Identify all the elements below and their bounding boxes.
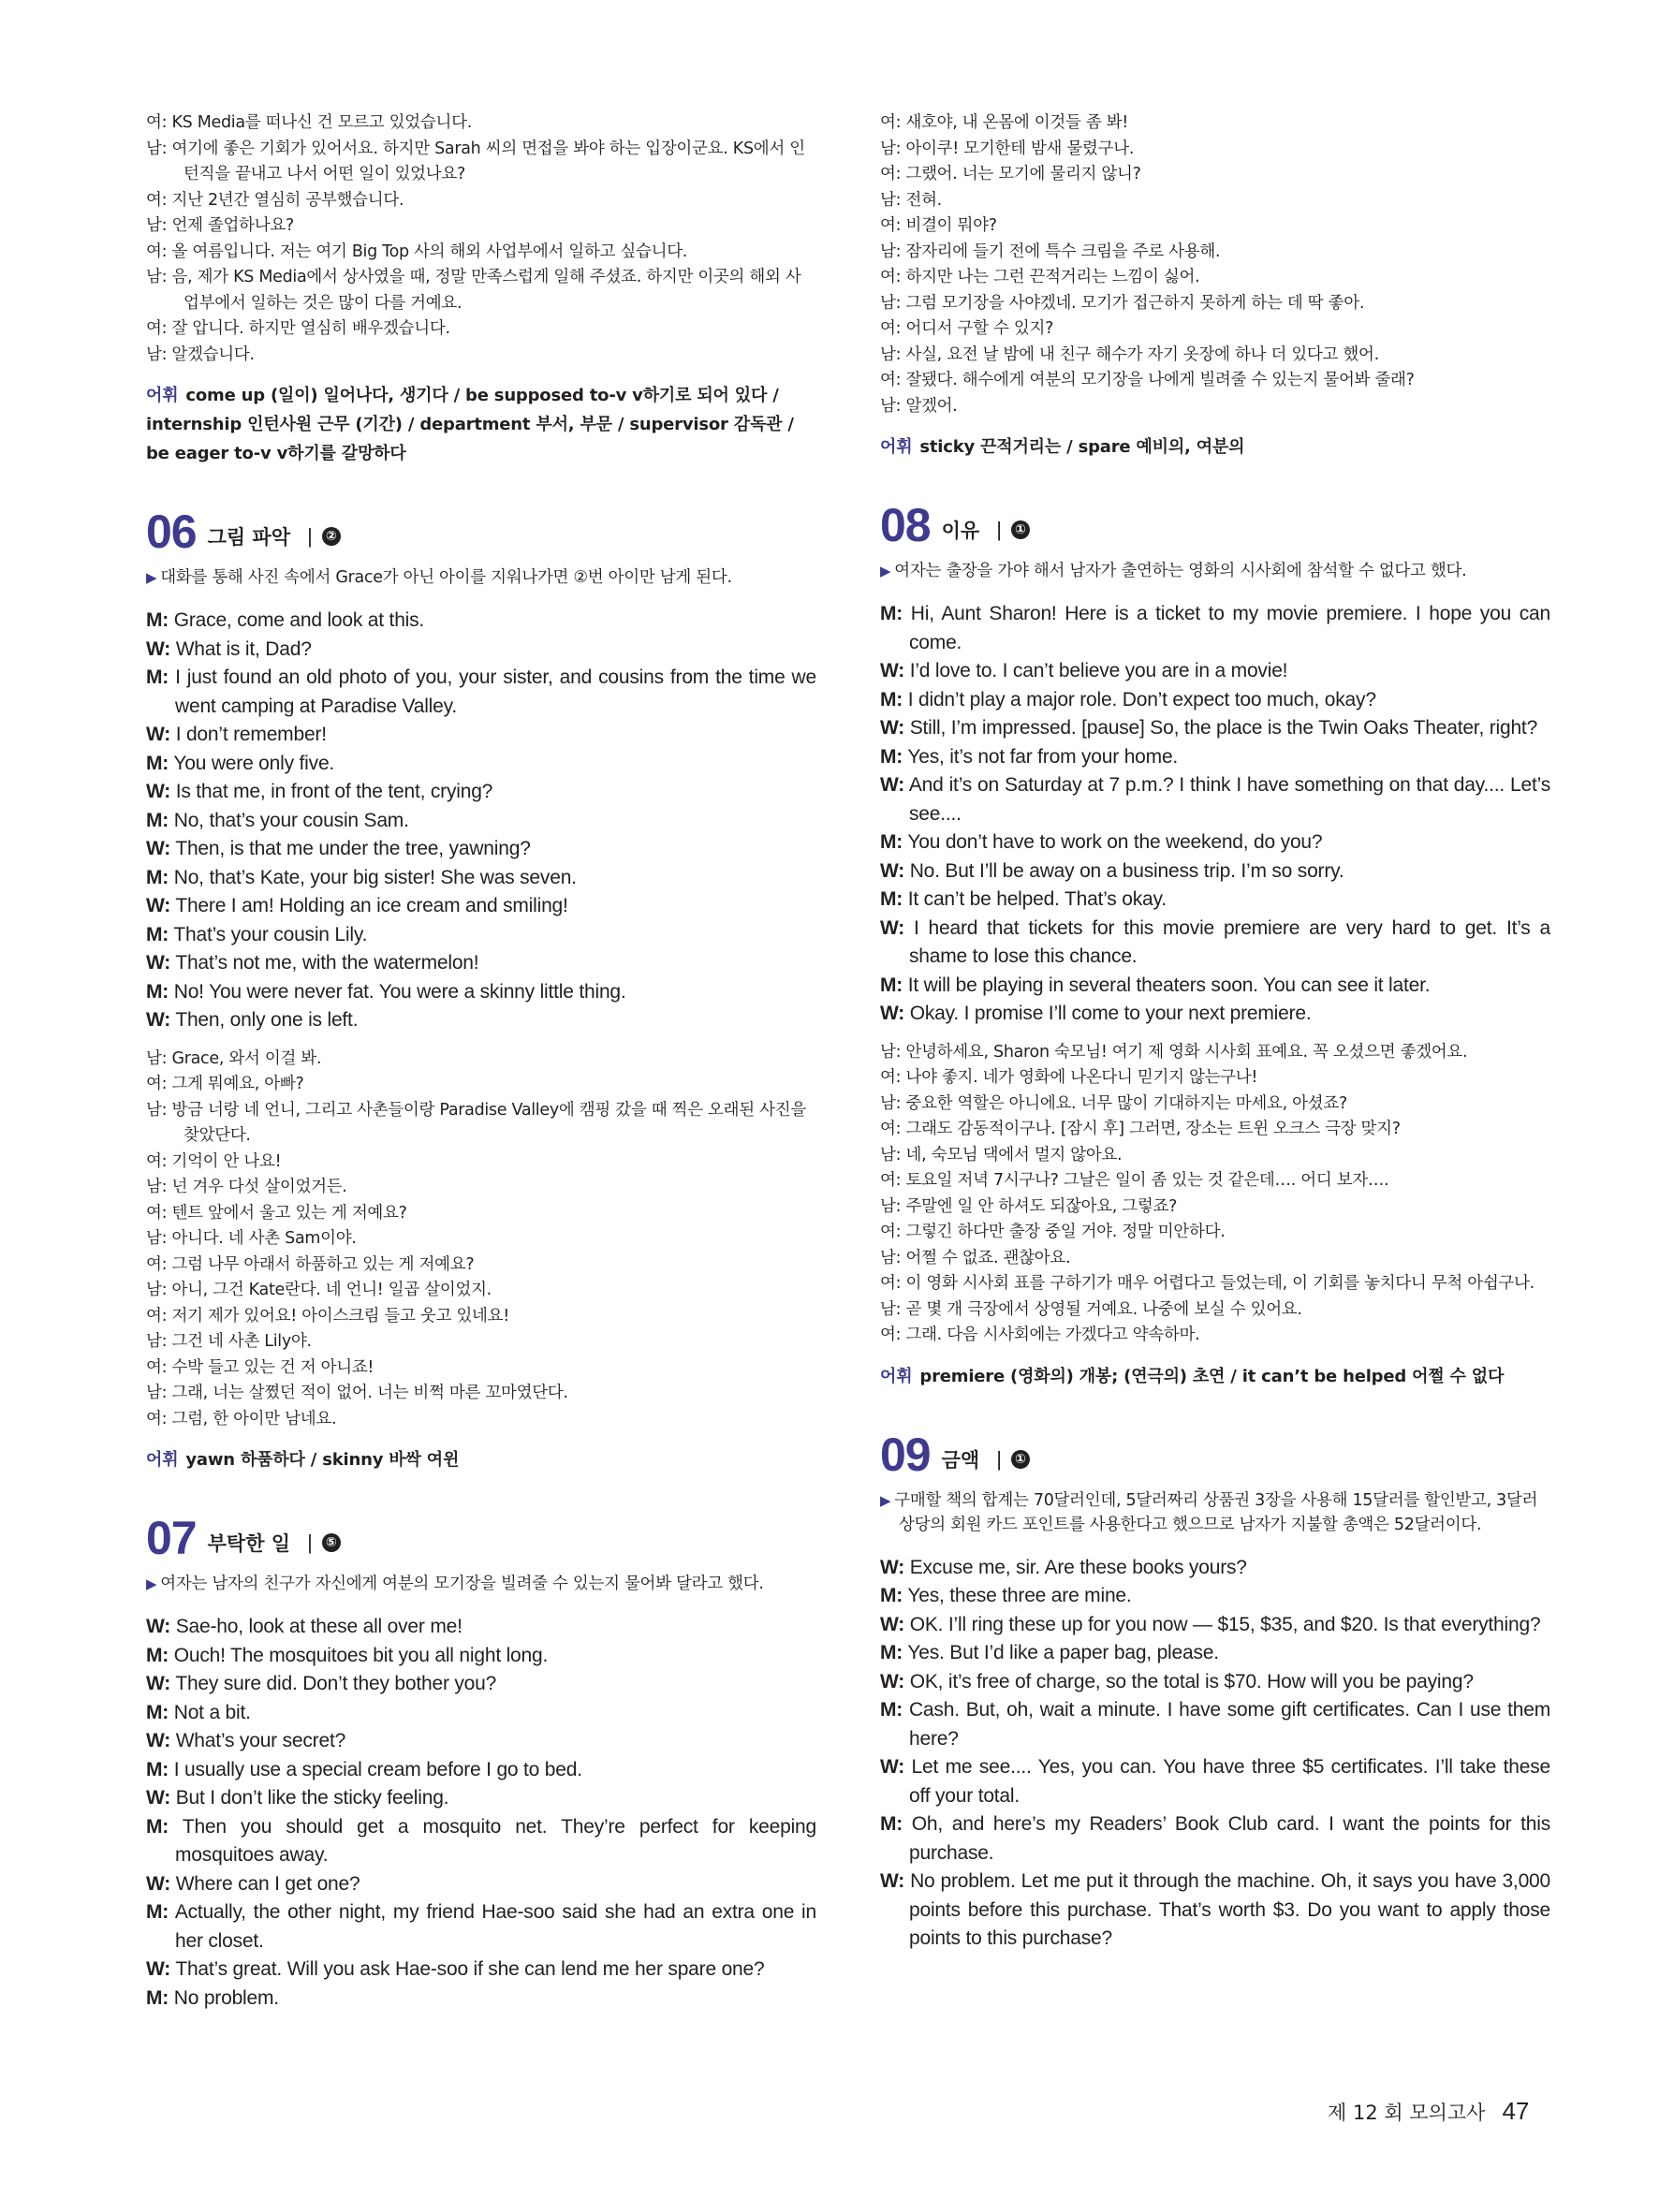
kr-line: 여: 그게 뭐예요, 아빠? <box>146 1075 304 1093</box>
vocab-text: yawn 하품하다 / skinny 바싹 여윈 <box>185 1450 460 1470</box>
dialogue-line: M: Cash. But, oh, wait a minute. I have some gift certificates. Can I use them here? <box>880 1699 1550 1750</box>
dialogue-line: M: No, that’s Kate, your big sister! She was seven. <box>146 866 577 888</box>
section-separator: | <box>307 524 313 548</box>
korean-translation-08 <box>880 1040 1550 1349</box>
kr-line: 남: 여기에 좋은 기회가 있어서요. 하지만 Sarah 씨의 면접을 봐야 하는 입장이군요. KS에서 인턴직을 끝내고 나서 어떤 일이 있었나요? <box>146 139 805 183</box>
vocab-text: sticky 끈적거리는 / spare 예비의, 여분의 <box>919 437 1245 457</box>
kr-line: 여: 나야 좋지. 네가 영화에 나온다니 믿기지 않는구나! <box>880 1068 1258 1087</box>
kr-line: 남: 아니, 그건 Kate란다. 네 언니! 일곱 살이었지. <box>146 1281 492 1299</box>
vocab-text: come up (일이) 일어나다, 생기다 / be supposed to-v v하기로 되어 있다 / internship 인턴사원 근무 (기간) / department 부서, 부문 / supervisor 감독관 / be eager to-v v하기를 갈망하다 <box>146 386 794 463</box>
dialogue-line: M: That’s your cousin Lily. <box>146 923 368 945</box>
dialogue-line: M: I usually use a special cream before I go to bed. <box>146 1758 582 1780</box>
section-separator: | <box>996 1446 1002 1471</box>
section-09-dialogue <box>880 1554 1550 1954</box>
page-footer <box>1328 2097 1529 2126</box>
kr-line: 여: 저기 제가 있어요! 아이스크림 들고 웃고 있네요! <box>146 1306 509 1326</box>
section-number: 09 <box>880 1428 931 1481</box>
dialogue-line: W: That’s not me, with the watermelon! <box>146 952 479 974</box>
kr-line: 여: 토요일 저녁 7시구나? 그날은 일이 좀 있는 것 같은데…. 어디 보자…. <box>880 1171 1389 1190</box>
dialogue-line: W: Sae-ho, look at these all over me! <box>146 1616 463 1637</box>
vocab-label: 어휘 <box>146 386 179 405</box>
triangle-icon: ▶ <box>880 1491 891 1509</box>
dialogue-line: M: Oh, and here’s my Readers’ Book Club card. I want the points for this purchase. <box>880 1813 1550 1864</box>
kr-line: 여: 이 영화 시사회 표를 구하기가 매우 어렵다고 들었는데, 이 기회를 놓치다니 무척 아쉽구나. <box>880 1274 1534 1293</box>
dialogue-line: M: Yes. But I’d like a paper bag, please. <box>880 1642 1219 1663</box>
dialogue-line: W: Is that me, in front of the tent, crying? <box>146 781 493 802</box>
section-number: 07 <box>146 1512 197 1564</box>
dialogue-line: M: Ouch! The mosquitoes bit you all night long. <box>146 1644 549 1666</box>
kr-line: 여: 올 여름입니다. 저는 여기 Big Top 사의 해외 사업부에서 일하고 싶습니다. <box>146 242 688 261</box>
section-title: 그림 파악 <box>207 526 291 549</box>
kr-line: 남: 어쩔 수 없죠. 괜찮아요. <box>880 1248 1071 1267</box>
section-number: 08 <box>880 499 931 551</box>
kr-line: 남: Grace, 와서 이걸 봐. <box>146 1048 322 1068</box>
dialogue-line: M: No, that’s your cousin Sam. <box>146 809 409 831</box>
dialogue-line: W: I heard that tickets for this movie premiere are very hard to get. It’s a shame to lose this chance. <box>880 916 1551 967</box>
dialogue-line: W: OK. I’ll ring these up for you now — $15, $35, and $20. Is that everything? <box>880 1613 1541 1635</box>
kr-line: 여: 비결이 뭐야? <box>880 216 997 235</box>
dialogue-line: M: Grace, come and look at this. <box>146 609 425 631</box>
dialogue-line: W: What’s your secret? <box>146 1730 346 1751</box>
dialogue-line: W: I don’t remember! <box>146 724 327 745</box>
dialogue-line: W: Where can I get one? <box>146 1872 360 1895</box>
triangle-icon: ▶ <box>146 1575 157 1592</box>
dialogue-line: W: And it’s on Saturday at 7 p.m.? I think I have something on that day.... Let’s see.... <box>880 774 1550 825</box>
dialogue-line: M: Yes, it’s not far from your home. <box>880 745 1179 768</box>
kr-line: 남: 그럼 모기장을 사야겠네. 모기가 접근하지 못하게 하는 데 딱 좋아. <box>880 293 1365 313</box>
kr-line: 남: 사실, 요전 날 밤에 내 친구 해수가 자기 옷장에 하나 더 있다고 했어. <box>880 344 1379 364</box>
dialogue-line: M: I didn’t play a major role. Don’t expect too much, okay? <box>880 688 1376 710</box>
kr-line: 남: 음, 제가 KS Media에서 상사였을 때, 정말 만족스럽게 일해 주셨죠. 하지만 이곳의 해외 사업부에서 일하는 것은 많이 다를 거예요. <box>146 268 801 313</box>
right-column <box>880 110 1550 1965</box>
dialogue-line: W: Let me see.... Yes, you can. You have three $5 certificates. I’ll take these off your total. <box>880 1756 1551 1807</box>
answer-badge: ⑤ <box>322 1533 341 1552</box>
kr-line: 남: 중요한 역할은 아니에요. 너무 많이 기대하지는 마세요, 아셨죠? <box>880 1093 1347 1113</box>
kr-line: 남: 안녕하세요, Sharon 숙모님! 여기 제 영화 시사회 표예요. 꼭 오셨으면 좋겠어요. <box>880 1042 1468 1062</box>
vocab-07 <box>880 432 1550 461</box>
vocab-06 <box>146 1445 816 1474</box>
kr-line: 여: 텐트 앞에서 울고 있는 게 저예요? <box>146 1203 407 1223</box>
section-08-explanation: ▶ 여자는 출장을 가야 해서 남자가 출연하는 영화의 시사회에 참석할 수 없다고 했다. <box>880 562 1467 580</box>
kr-line: 여: 잘됐다. 해수에게 여분의 모기장을 나에게 빌려줄 수 있는지 물어봐 줄래? <box>880 371 1415 389</box>
section-07-explanation: ▶ 여자는 남자의 친구가 자신에게 여분의 모기장을 빌려줄 수 있는지 물어봐 달라고 했다. <box>146 1575 764 1593</box>
kr-line: 여: 잘 압니다. 하지만 열심히 배우겠습니다. <box>146 319 450 338</box>
section-09-header <box>880 1428 1550 1481</box>
dialogue-line: M: You were only five. <box>146 752 335 774</box>
kr-line: 여: 그래. 다음 시사회에는 가겠다고 약속하마. <box>880 1326 1200 1344</box>
section-08-header <box>880 499 1550 551</box>
section-separator: | <box>996 518 1002 541</box>
dialogue-line: M: Then you should get a mosquito net. They’re perfect for keeping mosquitoes away. <box>146 1815 816 1866</box>
dialogue-line: W: OK, it’s free of charge, so the total is $70. How will you be paying? <box>880 1670 1474 1692</box>
dialogue-line: W: No problem. Let me put it through the machine. Oh, it says you have 3,000 points before this purchase. That’s worth $3. Do you want to apply those points to this purchase? <box>880 1870 1551 1949</box>
dialogue-line: W: I’d love to. I can’t believe you are in a movie! <box>880 660 1288 681</box>
triangle-icon: ▶ <box>880 563 891 579</box>
kr-line: 여: 그럼 나무 아래서 하품하고 있는 게 저예요? <box>146 1254 475 1274</box>
korean-translation-06 <box>146 1047 816 1433</box>
vocab-label: 어휘 <box>880 1366 913 1386</box>
dialogue-line: M: Not a bit. <box>146 1701 251 1723</box>
dialogue-line: W: No. But I’ll be away on a business trip. I’m so sorry. <box>880 859 1344 882</box>
kr-line: 남: 그건 네 사촌 Lily야. <box>146 1332 312 1351</box>
kr-line: 남: 방금 너랑 네 언니, 그리고 사촌들이랑 Paradise Valley에 캠핑 갔을 때 찍은 오래된 사진을 찾았단다. <box>146 1100 806 1145</box>
vocab-label: 어휘 <box>146 1450 179 1470</box>
dialogue-line: W: Then, is that me under the tree, yawning? <box>146 838 531 859</box>
dialogue-line: W: What is it, Dad? <box>146 637 312 660</box>
kr-line: 여: 그래도 감동적이구나. [잠시 후] 그러면, 장소는 트윈 오크스 극장 맞지? <box>880 1120 1401 1138</box>
section-08-dialogue <box>880 600 1550 1029</box>
kr-line: 남: 전혀. <box>880 190 942 210</box>
dialogue-line: W: Still, I’m impressed. [pause] So, the place is the Twin Oaks Theater, right? <box>880 717 1538 739</box>
section-06-header <box>146 505 816 558</box>
section-title: 금액 <box>941 1448 980 1472</box>
vocab-05 <box>146 381 816 468</box>
answer-badge: ① <box>1011 1450 1030 1469</box>
korean-translation-07 <box>880 110 1550 419</box>
dialogue-line: W: Then, only one is left. <box>146 1009 359 1031</box>
answer-badge: ① <box>1011 520 1030 539</box>
section-06-explanation: ▶ 대화를 통해 사진 속에서 Grace가 아닌 아이를 지워나가면 ②번 아이만 남게 된다. <box>146 568 732 587</box>
kr-line: 남: 잠자리에 들기 전에 특수 크림을 주로 사용해. <box>880 242 1221 261</box>
dialogue-line: M: It will be playing in several theaters soon. You can see it later. <box>880 974 1431 996</box>
section-title: 부탁한 일 <box>207 1532 291 1555</box>
kr-line: 남: 알겠습니다. <box>146 344 255 364</box>
vocab-08 <box>880 1362 1550 1391</box>
section-07-dialogue <box>146 1613 816 2013</box>
kr-line: 여: 지난 2년간 열심히 공부했습니다. <box>146 190 404 210</box>
kr-line: 여: 새호야, 내 온몸에 이것들 좀 봐! <box>880 113 1129 132</box>
kr-line: 남: 언제 졸업하나요? <box>146 216 294 235</box>
kr-line: 여: 그렇긴 하다만 출장 중일 거야. 정말 미안하다. <box>880 1223 1226 1241</box>
dialogue-line: M: It can’t be helped. That’s okay. <box>880 888 1167 910</box>
dialogue-line: W: That’s great. Will you ask Hae-soo if she can lend me her spare one? <box>146 1958 765 1980</box>
kr-line: 여: 그럼, 한 아이만 남네요. <box>146 1409 337 1428</box>
kr-line: 남: 아니다. 네 사촌 Sam이야. <box>146 1229 357 1248</box>
kr-line: 남: 그래, 너는 살쪘던 적이 없어. 너는 비쩍 마른 꼬마였단다. <box>146 1384 568 1402</box>
dialogue-line: M: I just found an old photo of you, your sister, and cousins from the time we went camping at Paradise Valley. <box>146 667 817 717</box>
dialogue-line: W: Excuse me, sir. Are these books yours? <box>880 1556 1247 1578</box>
dialogue-line: M: Yes, these three are mine. <box>880 1585 1132 1606</box>
triangle-icon: ▶ <box>146 569 157 586</box>
kr-line: 남: 주말엔 일 안 하셔도 되잖아요, 그렇죠? <box>880 1196 1178 1216</box>
kr-line: 여: 그랬어. 너는 모기에 물리지 않니? <box>880 165 1141 183</box>
kr-line: 남: 알겠어. <box>880 396 958 416</box>
dialogue-line: W: But I don’t like the sticky feeling. <box>146 1787 449 1809</box>
kr-line: 남: 아이쿠! 모기한테 밤새 물렸구나. <box>880 139 1135 158</box>
section-separator: | <box>307 1531 313 1554</box>
dialogue-line: W: Okay. I promise I’ll come to your next premiere. <box>880 1003 1312 1024</box>
kr-line: 여: KS Media를 떠나신 건 모르고 있었습니다. <box>146 113 472 132</box>
kr-line: 여: 기억이 안 나요! <box>146 1151 282 1171</box>
section-09-explanation: ▶ 구매할 책의 합계는 70달러인데, 5달러짜리 상품권 3장을 사용해 15달러를 할인받고, 3달러 상당의 회원 카드 포인트를 사용한다고 했으므로 남자가 지불할 총액은 52달러이다. <box>880 1490 1538 1534</box>
dialogue-line: M: No problem. <box>146 1986 279 2009</box>
kr-line: 남: 네, 숙모님 댁에서 멀지 않아요. <box>880 1145 1123 1165</box>
kr-line: 남: 곧 몇 개 극장에서 상영될 거예요. 나중에 보실 수 있어요. <box>880 1299 1302 1319</box>
dialogue-line: M: Actually, the other night, my friend Hae-soo said she had an extra one in her closet. <box>146 1901 817 1952</box>
answer-badge: ② <box>322 527 341 546</box>
section-07-header <box>146 1512 816 1564</box>
dialogue-line: M: No! You were never fat. You were a skinny little thing. <box>146 980 626 1003</box>
section-number: 06 <box>146 505 197 558</box>
korean-translation-05 <box>146 110 816 368</box>
kr-line: 여: 하지만 나는 그런 끈적거리는 느낌이 싫어. <box>880 268 1200 286</box>
dialogue-line: M: You don’t have to work on the weekend, do you? <box>880 831 1323 853</box>
kr-line: 여: 어디서 구할 수 있지? <box>880 319 1054 338</box>
vocab-label: 어휘 <box>880 437 913 457</box>
section-title: 이유 <box>941 520 980 542</box>
dialogue-line: W: There I am! Holding an ice cream and smiling! <box>146 895 568 916</box>
footer-label: 제 12 회 모의고사 <box>1328 2102 1486 2124</box>
dialogue-line: W: They sure did. Don’t they bother you? <box>146 1673 497 1694</box>
kr-line: 여: 수박 들고 있는 건 저 아니죠! <box>146 1357 374 1377</box>
kr-line: 남: 넌 겨우 다섯 살이었거든. <box>146 1178 347 1196</box>
left-column <box>146 110 816 2024</box>
section-06-dialogue <box>146 607 816 1035</box>
vocab-text: premiere (영화의) 개봉; (연극의) 초연 / it can’t be helped 어쩔 수 없다 <box>919 1366 1505 1386</box>
page-number: 47 <box>1502 2097 1530 2125</box>
dialogue-line: M: Hi, Aunt Sharon! Here is a ticket to my movie premiere. I hope you can come. <box>880 603 1550 653</box>
